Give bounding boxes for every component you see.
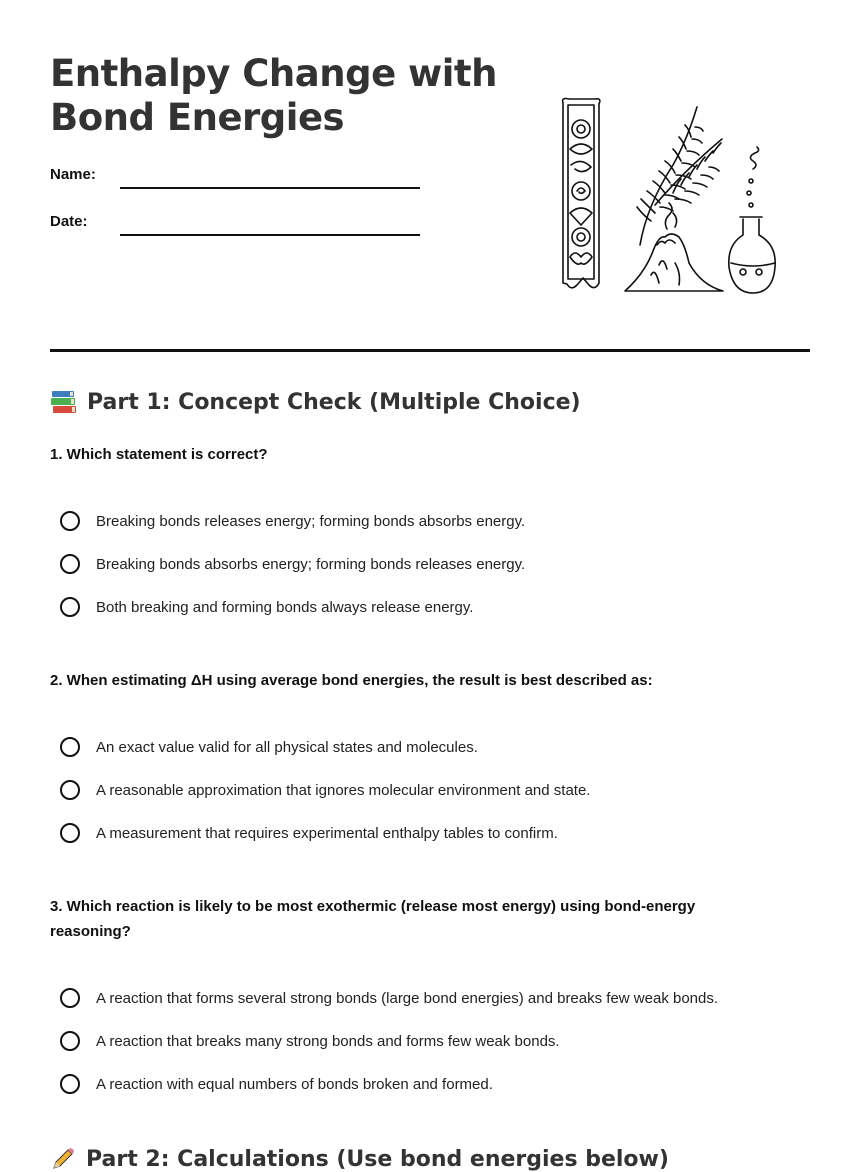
illustration bbox=[555, 95, 780, 295]
volcano-icon bbox=[625, 203, 723, 291]
part1-heading bbox=[50, 389, 581, 415]
name-label: Name: bbox=[50, 166, 96, 183]
radio-button[interactable] bbox=[60, 823, 80, 843]
radio-button[interactable] bbox=[60, 737, 80, 757]
question-1: 1. Which statement is correct? bbox=[50, 446, 268, 463]
pencil-icon bbox=[50, 1146, 76, 1172]
date-label: Date: bbox=[50, 213, 88, 230]
radio-button[interactable] bbox=[60, 780, 80, 800]
option-text: A reaction that breaks many strong bonds and forms few weak bonds. bbox=[96, 1032, 560, 1050]
worksheet-title: Enthalpy Change with Bond Energies bbox=[50, 52, 497, 139]
radio-button[interactable] bbox=[60, 1031, 80, 1051]
question-2: 2. When estimating ΔH using average bond energies, the result is best described as: bbox=[50, 672, 653, 689]
option-1b[interactable] bbox=[60, 554, 525, 574]
part2-heading-text: Part 2: Calculations (Use bond energies below) bbox=[86, 1146, 669, 1172]
option-text: A reaction with equal numbers of bonds broken and formed. bbox=[96, 1075, 493, 1093]
date-field[interactable] bbox=[120, 234, 420, 236]
option-3a[interactable] bbox=[60, 988, 718, 1008]
part1-heading-text: Part 1: Concept Check (Multiple Choice) bbox=[87, 389, 581, 415]
name-field[interactable] bbox=[120, 187, 420, 189]
option-text: Breaking bonds absorbs energy; forming bonds releases energy. bbox=[96, 555, 526, 573]
option-1a[interactable] bbox=[60, 511, 525, 531]
option-text: A reaction that forms several strong bonds (large bond energies) and breaks few weak bonds. bbox=[96, 989, 719, 1007]
option-2c[interactable] bbox=[60, 823, 558, 843]
question-3: 3. Which reaction is likely to be most exothermic (release most energy) using bond-energy reasoning? bbox=[50, 898, 696, 940]
option-3c[interactable] bbox=[60, 1074, 493, 1094]
part2-heading bbox=[50, 1146, 669, 1172]
option-text: Breaking bonds releases energy; forming bonds absorbs energy. bbox=[96, 512, 526, 530]
flask-icon bbox=[729, 147, 775, 293]
section-divider bbox=[50, 349, 810, 352]
option-1c[interactable] bbox=[60, 597, 473, 617]
option-text: A measurement that requires experimental enthalpy tables to confirm. bbox=[96, 824, 558, 842]
carved-pole-icon bbox=[563, 99, 600, 288]
option-2a[interactable] bbox=[60, 737, 478, 757]
radio-button[interactable] bbox=[60, 511, 80, 531]
fern-icon bbox=[637, 107, 722, 245]
option-text: Both breaking and forming bonds always release energy. bbox=[96, 598, 474, 616]
radio-button[interactable] bbox=[60, 988, 80, 1008]
radio-button[interactable] bbox=[60, 554, 80, 574]
option-text: An exact value valid for all physical states and molecules. bbox=[96, 738, 478, 756]
option-2b[interactable] bbox=[60, 780, 590, 800]
option-3b[interactable] bbox=[60, 1031, 560, 1051]
books-icon bbox=[50, 389, 78, 415]
radio-button[interactable] bbox=[60, 597, 80, 617]
radio-button[interactable] bbox=[60, 1074, 80, 1094]
option-text: A reasonable approximation that ignores molecular environment and state. bbox=[96, 781, 591, 799]
